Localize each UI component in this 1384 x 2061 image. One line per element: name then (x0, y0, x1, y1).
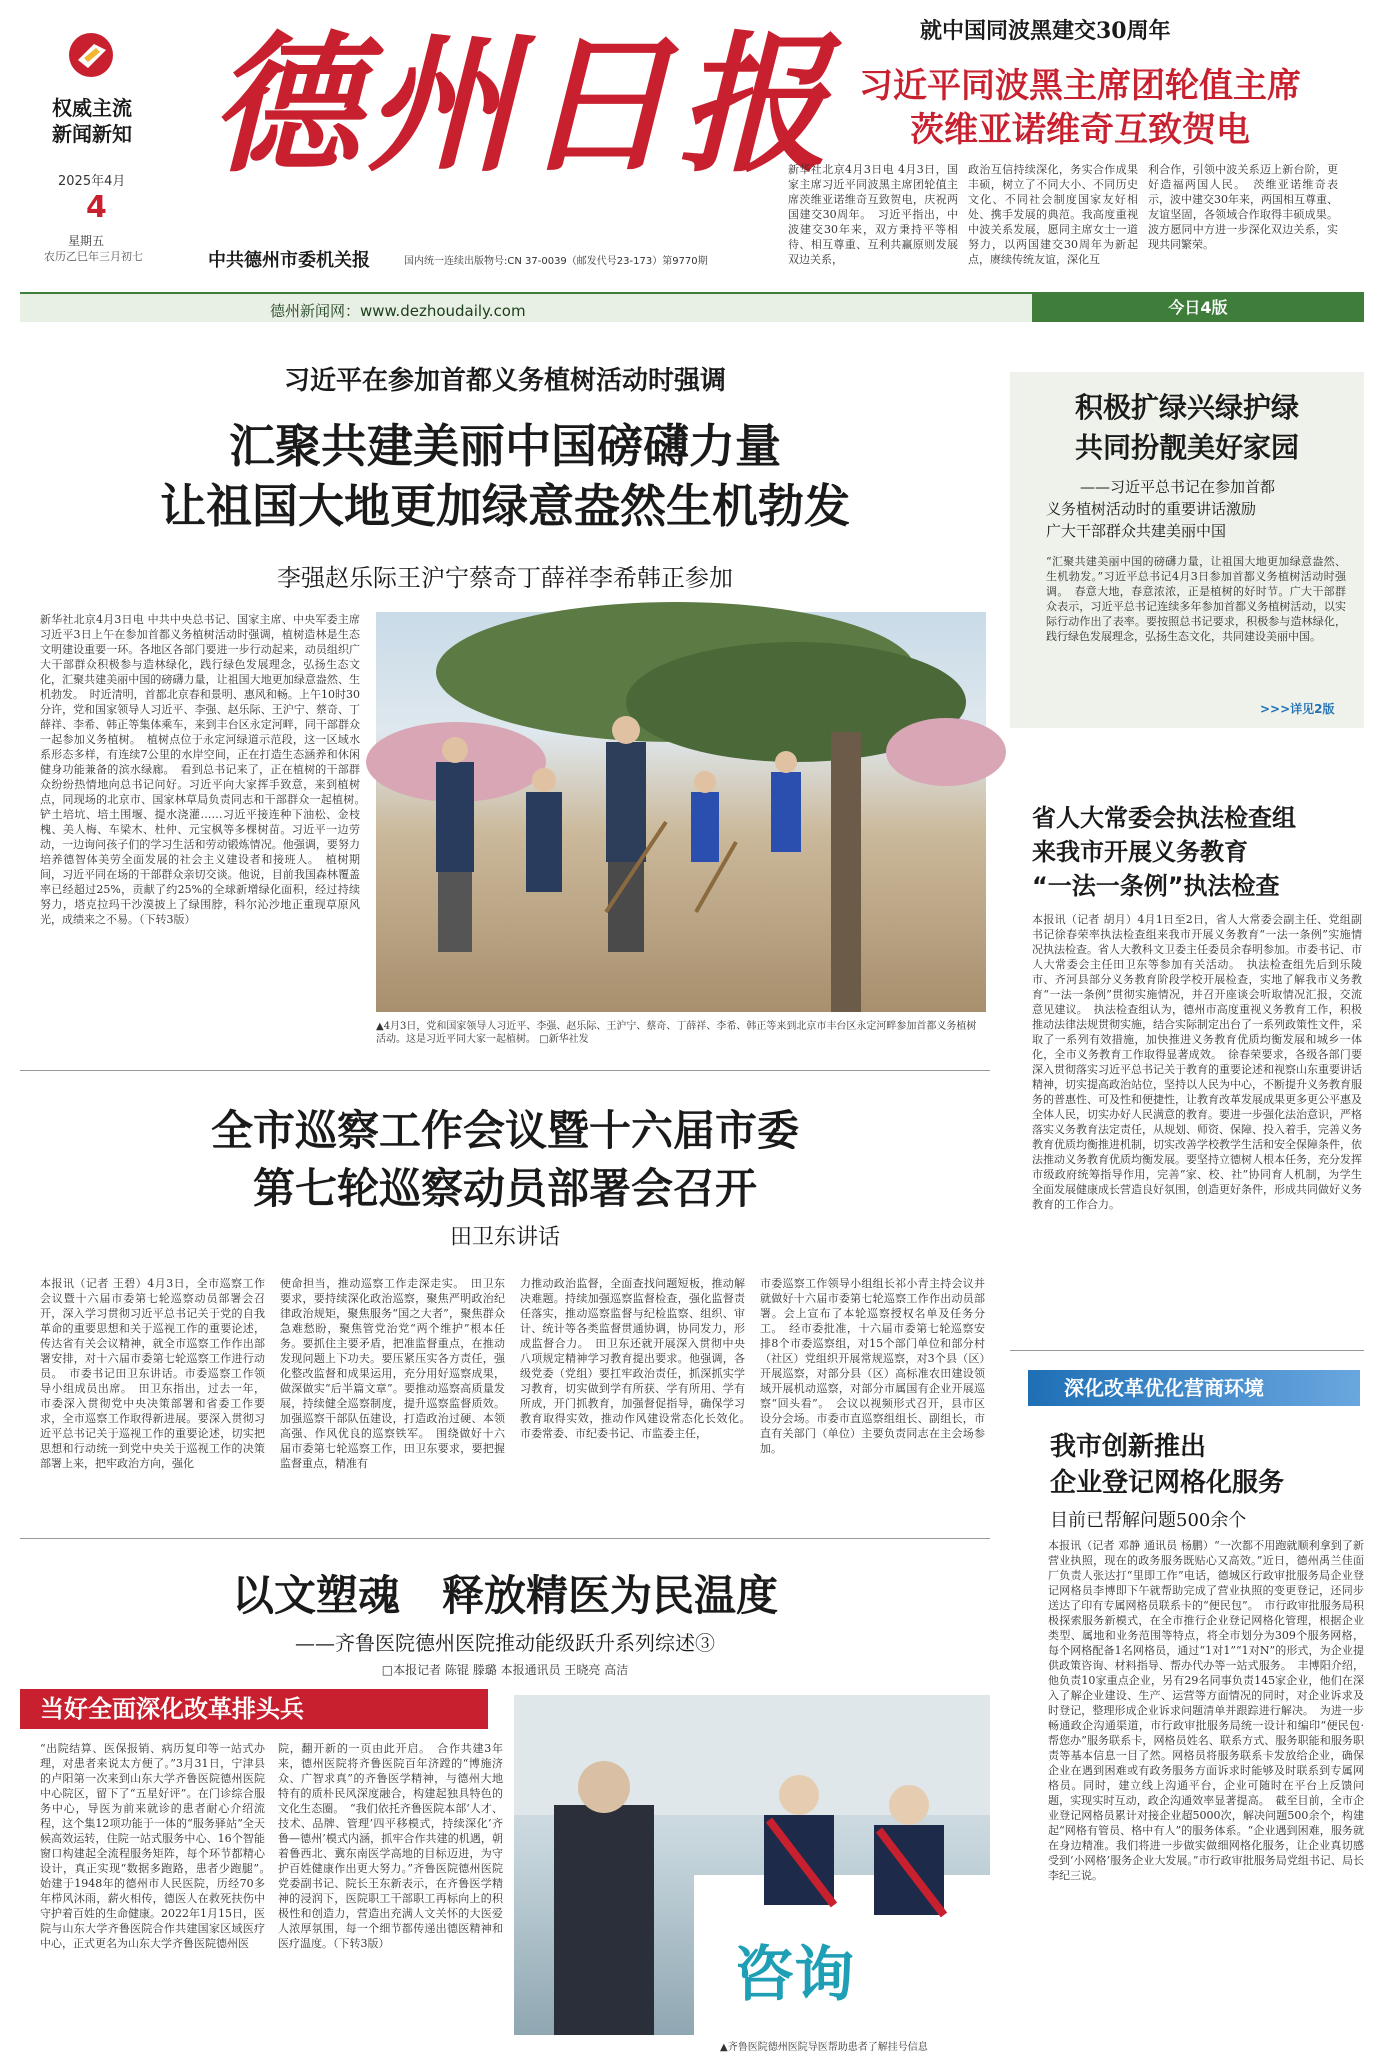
today-pages: 今日4版 (1032, 294, 1364, 322)
sidebar-npc-headline-3: “一法一条例”执法检查 (1032, 872, 1280, 900)
inspection-col1: 本报讯（记者 王碧）4月3日，全市巡察工作会议暨十六届市委第七轮巡察动员部署会召开，深入学习贯彻习近平总书记关于党的自我革命的重要思想和关于巡视工作的重要论述，传达省有关会议精神，就全市巡察工作作出部署安排，对十六届市委第七轮巡察工作进行动员。 市委书记田卫东讲话。市委巡察工作领导小组成员出席。 田卫东指出，过去一年，市委深入贯彻党中央决策部署和省委工作要求，全市巡察工作取得新进展。要深入贯彻习近平总书记关于巡视工作的重要论述，切实把思想和行动统一到党中央关于巡视工作的决策部署上来，把牢政治方向，强化 (40, 1277, 265, 1470)
sidebar-green-headline-2: 共同扮靓美好家园 (1074, 431, 1299, 464)
hospital-scene (514, 1695, 990, 2035)
hospital-headline: 以文塑魂 释放精医为民温度 (231, 1571, 778, 1620)
slogan-line1: 权威主流 (52, 96, 132, 120)
date-ym: 2025年4月 (58, 174, 126, 189)
logo-icon (66, 30, 116, 80)
reform-banner: 当好全面深化改革排头兵 (20, 1689, 488, 1729)
hospital-col1: “出院结算、医保报销、病历复印等一站式办理，对患者来说太方便了。”3月31日，宁津县的卢阳第一次来到山东大学齐鲁医院德州医院中心院区，留下了“五星好评”。在门诊综合服务中心，导医为前来就诊的患者耐心介绍流程，这个集12项功能于一体的“服务驿站”全天候高效运转，住院一站式服务中心、16个智能窗口构建起全流程服务矩阵，每个环节都精心设计，真正实现“数据多跑路，患者少跑腿”。 始建于1948年的德州市人民医院，历经70多年栉风沐雨，薪火相传，德医人在救死扶伤中守护着百姓的生命健康。2022年1月15日，医院与山东大学齐鲁医院合作共建国家区域医疗中心，正式更名为山东大学齐鲁医院德州医 (40, 1742, 276, 1950)
paper-name: 德州日报 (210, 17, 835, 193)
sidebar-npc-body: 本报讯（记者 胡月）4月1日至2日，省人大常委会副主任、党组副书记徐春荣率执法检查组来我市开展义务教育“一法一条例”实施情况执法检查。省人大教科文卫委主任委员余春明参加。市委书记、市人大常委会主任田卫东等参加有关活动。 执法检查组先后到乐陵市、齐河县部分义务教育阶段学校开展检查，实地了解我市义务教育“一法一条例”贯彻实施情况，并召开座谈会听取情况汇报，交流意见建议。 执法检查组认为，德州市高度重视义务教育工作，积极推动法律法规贯彻实施，结合实际制定出台了一系列政策性文件，采取了一系列有效措施，加快推进义务教育优质均衡发展和城乡一体化，全市义务教育工作取得显著成效。 徐春荣要求，各级各部门要深入贯彻落实习近平总书记关于教育的重要论述和视察山东重要讲话精神，切实提高政治站位，坚持以人民为中心，不断提升义务教育服务的普惠性、可及性和便捷性，让教育改革发展成果更多更公平惠及全体人民，切实办好人民满意的教育。要进一步强化法治意识，严格落实义务教育法定责任，从规划、师资、保障、投入着手，完善义务教育优质均衡推进机制，切实改善学校教学生活和安全保障条件，依法推动义务教育优质均衡发展。要坚持立德树人根本任务，充分发挥市级政府统筹指导作用，完善“家、校、社”协同育人机制，为学生全面发展健康成长营造良好氛围，创造更好条件，形成共同做好义务教育的工作合力。 (1032, 913, 1362, 1211)
hospital-col2: 院，翻开新的一页由此开启。 合作共建3年来，德州医院将齐鲁医院百年济蹚的“博施济众、广智求真”的齐鲁医学精神，与德州大地特有的质朴民风深度融合，构建起独具特色的文化生态圈。 “我们依托齐鲁医院本部‘人才、技术、品牌、管理’四平移模式，持续深化‘齐鲁—德州’模式内涵，抓牢合作共建的机遇，朝着鲁西北、冀东南医学高地的目标迈进，为守护百姓健康作出更大努力。”齐鲁医院德州医院党委副书记、院长王东新表示，在齐鲁医学精神的浸润下，医院职工干部职工再标向上的积极性和创造力，营造出充满人文关怀的大医爱人浓厚氛围，每一个细节都传递出德医精神和医疗温度。（下转3版） (278, 1742, 503, 1950)
sidebar-green-sub-1: ——习近平总书记在参加首都 (1080, 478, 1276, 496)
top-story-headline-1: 习近平同波黑主席团轮值主席 (859, 66, 1301, 106)
top-story-col3: 利合作，引领中波关系迈上新台阶，更好造福两国人民。 茨维亚诺维奇表示，波中建交30年来，两国相互尊重、友谊坚固，各领域合作取得丰硕成果。波方愿同中方进一步深化双边关系，实现共同繁荣。 (1148, 163, 1338, 251)
lead-body: 新华社北京4月3日电 中共中央总书记、国家主席、中央军委主席习近平3日上午在参加首都义务植树活动时强调，植树造林是生态文明建设重要一环。各地区各部门要进一步行动起来，动员组织广大干部群众积极参与造林绿化，践行绿色发展理念，弘扬生态文化，汇聚共建美丽中国的磅礴力量，让祖国大地更加绿意盎然、生机勃发。 时近清明，首都北京春和景明、惠风和畅。上午10时30分许，党和国家领导人习近平、李强、赵乐际、王沪宁、蔡奇、丁薛祥、李希、韩正等集体乘车，来到丰台区永定河畔，同干部群众一起参加义务植树。 植树点位于永定河绿道示范段，这一区域水系形态多样，有连续7公里的水岸空间，正在打造生态涵养和休闲健身功能兼备的滨水绿廊。 看到总书记来了，正在植树的干部群众纷纷热情地向总书记问好。习近平向大家挥手致意，来到植树点，同现场的北京市、国家林草局负责同志和干部群众一起植树。 铲土培坑、培土围堰、提水浇灌……习近平接连种下油松、金枝槐、美人梅、车梁木、杜仲、元宝枫等多棵树苗。习近平一边劳动，一边询问孩子们的学习生活和劳动锻炼情况。他强调，要努力培养德智体美劳全面发展的社会主义建设者和接班人。 植树期间，习近平同在场的干部群众亲切交谈。他说，目前我国森林覆盖率已经超过25%，贡献了约25%的全球新增绿化面积，经过持续努力，塔克拉玛干沙漠披上了绿围脖，科尔沁沙地正重现草原风光，成绩来之不易。（下转3版） (40, 613, 371, 926)
top-story-headline-2: 茨维亚诺维奇互致贺电 (910, 110, 1250, 150)
business-headline-1: 我市创新推出 (1050, 1432, 1207, 1462)
website-bar (20, 292, 1364, 322)
sidebar-green (1010, 372, 1364, 728)
sidebar-npc-headline-2: 来我市开展义务教育 (1032, 838, 1248, 866)
lead-photo-caption (376, 1020, 986, 1060)
top-story (788, 10, 1360, 280)
divider (1010, 1350, 1364, 1351)
lead-photo-credit: □新华社发 (539, 1034, 589, 1045)
lead-headline-1: 汇聚共建美丽中国磅礴力量 (229, 419, 781, 473)
hospital-subhead: ——齐鲁医院德州医院推动能级跃升系列综述③ (295, 1631, 715, 1655)
sidebar-npc-headline-1: 省人大常委会执法检查组 (1032, 804, 1296, 832)
business-banner-text: 深化改革优化营商环境 (1064, 1376, 1264, 1400)
sponsor: 中共德州市委机关报 (208, 250, 370, 271)
sidebar-green-headline-1: 积极扩绿兴绿护绿 (1074, 391, 1299, 424)
date-day: 4 (86, 190, 107, 225)
lunar-date: 农历乙巳年三月初七 (44, 250, 143, 263)
lead-subhead: 李强赵乐际王沪宁蔡奇丁薛祥李希韩正参加 (277, 564, 733, 592)
sidebar-green-sub-3: 广大干部群众共建美丽中国 (1046, 522, 1227, 540)
inspection-story (20, 1080, 990, 1520)
hospital-photo (514, 1695, 990, 2035)
sidebar-green-more[interactable]: >>>详见2版 (1260, 702, 1335, 716)
inspection-headline-1: 全市巡察工作会议暨十六届市委 (210, 1106, 799, 1155)
inspection-col4: 市委巡察工作领导小组组长祁小青主持会议并就做好十六届市委第七轮巡察工作作出动员部署。会上宣布了本轮巡察授权名单及任务分工。 经市委批准，十六届市委第七轮巡察安排8个市委巡察组，对15个部门单位和部分村（社区）党组织开展常规巡察，对3个县（区）开展巡察，对部分县（区）高标准农田建设领域开展机动巡察，对部分市属国有企业开展巡察“回头看”。 会议以视频形式召开，县市区设分会场。市委市直巡察组组长、副组长，市直有关部门（单位）主要负责同志在主会场参加。 (760, 1277, 985, 1455)
divider (20, 1070, 990, 1071)
top-story-kicker: 就中国同波黑建交30周年 (920, 18, 1171, 44)
business-story (1010, 1370, 1364, 2055)
planting-scene (376, 612, 986, 1012)
sidebar-npc (1010, 790, 1364, 1370)
sidebar-green-sub-2: 义务植树活动时的重要讲话激励 (1046, 500, 1257, 518)
lead-kicker: 习近平在参加首都义务植树活动时强调 (283, 366, 726, 396)
top-story-col2: 政治互信持续深化，务实合作成果丰硕，树立了不同大小、不同历史文化、不同社会制度国家友好相处、携手发展的典范。我高度重视中波关系发展，愿同主席女士一道努力，以两国建交30周年为新起点，赓续传统友谊，深化互 (968, 163, 1138, 266)
inspection-col3: 力推动政治监督，全面查找问题短板，推动解决难题。持续加强巡察监督检查，强化监督责任落实，推动巡察监督与纪检监察、组织、审计、统计等各类监督贯通协调，协同发力，形成监督合力。 田卫东还就开展深入贯彻中央八项规定精神学习教育提出要求。他强调，各级党委（党组）要扛牢政治责任，抓深抓实学习教育，切实做到学有所获、学有所用、学有所成，开门抓教育，加强督促指导，确保学习教育取得实效，推动作风建设常态化长效化。 市委常委、市纪委书记、市监委主任， (520, 1277, 756, 1440)
inspection-headline-2: 第七轮巡察动员部署会召开 (252, 1164, 757, 1213)
lead-photo-caption-text: ▲4月3日，党和国家领导人习近平、李强、赵乐际、王沪宁、蔡奇、丁薛祥、李希、韩正等来到北京市丰台区永定河畔参加首都义务植树活动。这是习近平同大家一起植树。 (376, 1021, 977, 1045)
website-link[interactable]: 德州新闻网：www.dezhoudaily.com (270, 302, 526, 320)
business-banner (1028, 1370, 1360, 1406)
lead-story (20, 330, 990, 1070)
hospital-photo-caption: ▲齐鲁医院德州医院导医帮助患者了解挂号信息 (720, 2042, 928, 2053)
slogan-line2: 新闻新知 (52, 122, 132, 146)
weekday: 星期五 (68, 234, 105, 248)
hospital-byline: □本报记者 陈锟 滕璐 本报通讯员 王晓亮 高洁 (381, 1663, 629, 1677)
lead-headline-2: 让祖国大地更加绿意盎然生机勃发 (160, 479, 850, 533)
business-subhead: 目前已帮解问题500余个 (1050, 1510, 1247, 1531)
desk-sign: 咨询 (734, 1940, 854, 2010)
lead-photo (376, 612, 986, 1012)
business-body: 本报讯（记者 邓静 通讯员 杨鹏）“一次都不用跑就顺利拿到了新营业执照，现在的政务服务既贴心又高效。”近日，德州禹兰佳面厂负责人张达打“里即工作”电话，德城区行政审批服务局企业登记网格员李博即下午就帮助完成了营业执照的变更登记，还同步送达了印有专属网格员联系卡的“便民包”。 市行政审批服务局积极探索服务新模式，在全市推行企业登记网格化管理，根据企业类型、属地和业务范围等特点，将全市划分为309个服务网格，每个网格配备1名网格员，通过“1对1”“1对N”的形式，为企业提供政策咨询、材料指导、帮办代办等一站式服务。 丰博阳介绍，他负责10家重点企业，另有29名同事负责145家企业，他们在深入了解企业建设、生产、运营等方面情况的同时，对企业诉求及时登记，整理形成企业诉求问题清单并跟踪进行解决。 为进一步畅通政企沟通渠道，市行政审批服务局统一设计和编印“便民包·帮您办”服务联系卡，网格员姓名、联系方式、服务职能和服务职责等基本信息一目了然。网格员将服务联系卡发放给企业，确保企业在遇到困难或有政务服务方面诉求时能够及时联系到专属网格员。同时，建立线上沟通平台，企业可随时在平台上反馈问题，实现实时互动，政企沟通效率显著提高。 截至目前，全市企业登记网格员累计对接企业超5000次，解决问题500余个，构建起“网格有管员、格中有人”的服务体系。“企业遇到困难，服务就在身边精准。我们将进一步做实做细网格化服务，让企业真切感受到‘小网格’服务企业大发展。”市行政审批服务局党组书记、局长李纪三说。 (1048, 1539, 1364, 1882)
hospital-story (20, 1545, 990, 2055)
divider (20, 1538, 990, 1539)
cn-number: 国内统一连续出版物号:CN 37-0039（邮发代号23-173）第9770期 (404, 256, 708, 267)
inspection-col2: 使命担当，推动巡察工作走深走实。 田卫东要求，要持续深化政治巡察，聚焦严明政治纪律政治规矩，聚焦服务“国之大者”，聚焦群众急难愁盼，聚焦管党治党“两个维护”根本任务。要抓住主要矛盾，把准监督重点，在推动发现问题上下功夫。要压紧压实各方责任，强化整改监督和成果运用，充分用好巡察成果，做深做实“后半篇文章”。要推动巡察高质量发展，持续健全巡察制度，提升巡察监督质效。加强巡察干部队伍建设，打造政治过硬、本领高强、作风优良的巡察铁军。 围绕做好十六届市委第七轮巡察工作，田卫东要求，要把握监督重点，精准有 (280, 1277, 505, 1470)
sidebar-green-body: “汇聚共建美丽中国的磅礴力量，让祖国大地更加绿意盎然、生机勃发。”习近平总书记4月3日参加首都义务植树活动时强调。 春意大地，春意浓浓，正是植树的好时节。广大干部群众表示，习近平总书记连续多年参加首都义务植树活动，以实际行动作出了表率。要按照总书记要求，积极参与造林绿化，践行绿色发展理念，弘扬生态文化，共同建设美丽中国。 (1046, 555, 1346, 643)
inspection-subhead: 田卫东讲话 (449, 1225, 560, 1250)
business-headline-2: 企业登记网格化服务 (1050, 1468, 1285, 1498)
top-story-col1: 新华社北京4月3日电 4月3日，国家主席习近平同波黑主席团轮值主席茨维亚诺维奇互致贺电，庆祝两国建交30周年。 习近平指出，中波建交30年来，双方秉持平等相待、相互尊重、互利共赢原则发展双边关系， (788, 163, 958, 266)
